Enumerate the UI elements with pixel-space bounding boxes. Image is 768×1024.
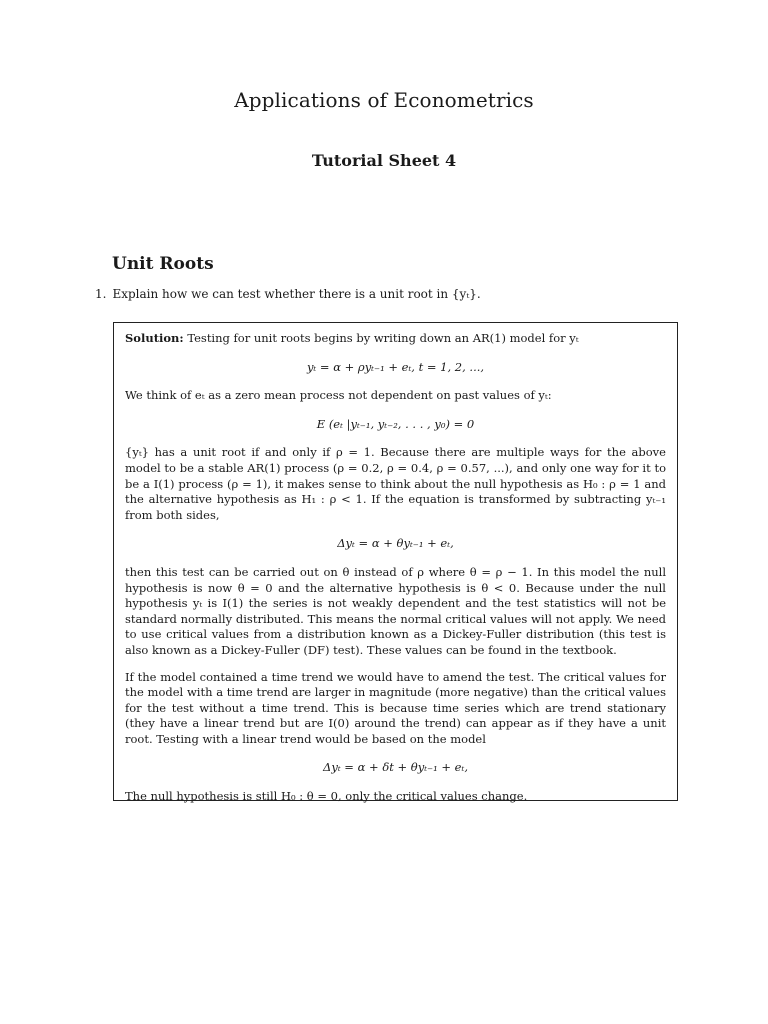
section-heading: Unit Roots — [112, 254, 214, 274]
solution-paragraph-1: We think of eₜ as a zero mean process not dependent on past values of yₜ: — [125, 388, 552, 403]
solution-paragraph-5: The null hypothesis is still H₀ : θ = 0, only the critical values change. — [125, 789, 528, 804]
solution-box — [113, 322, 678, 804]
solution-label: Solution: — [125, 331, 184, 345]
document-title: Applications of Econometrics — [234, 88, 534, 112]
solution-intro: Testing for unit roots begins by writing down an AR(1) model for yₜ — [187, 331, 579, 345]
equation-difference: Δyₜ = α + θyₜ₋₁ + eₜ, — [337, 536, 454, 551]
solution-paragraph-3: then this test can be carried out on θ instead of ρ where θ = ρ − 1. In this model the null hypothesis is now θ = 0 and the alternative hypothesis is θ < 0. Because under the null hypothesis yₜ is I(1) the series is not weakly dependent and the test statistics will not be standard normally distributed. This means the normal critical values will not apply. We need to use critical values from a distribution known as a Dickey-Fuller distribution (this test is also known as a Dickey-Fuller (DF) test). These values can be found in the textbook. — [125, 564, 666, 657]
solution-paragraph-4: If the model contained a time trend we would have to amend the test. The critical values for the model with a time trend are larger in magnitude (more negative) than the critical values for the test without a time trend. This is because time series which are trend stationary (they have a linear trend but are I(0) around the trend) can appear as if they have a unit root. Testing with a linear trend would be based on the model — [125, 669, 666, 746]
equation-ar1: yₜ = α + ρyₜ₋₁ + eₜ, t = 1, 2, ..., — [306, 359, 485, 374]
document-subtitle: Tutorial Sheet 4 — [311, 151, 457, 170]
solution-intro-paragraph — [125, 331, 666, 347]
equation-expectation: E (eₜ |yₜ₋₁, yₜ₋₂, . . . , y₀) = 0 — [316, 416, 475, 431]
paragraph-gap — [125, 659, 666, 670]
question-1 — [95, 287, 481, 301]
question-text: Explain how we can test whether there is a unit root in {yₜ}. — [112, 287, 481, 301]
question-number: 1. — [95, 287, 107, 301]
solution-paragraph-2: {yₜ} has a unit root if and only if ρ = 1. Because there are multiple ways for the above model to be a stable AR(1) process (ρ = 0.2, ρ = 0.4, ρ = 0.57, ...), and only one way for it to be a I(1) process (ρ = 1), it makes sense to think about the null hypothesis as H₀ : ρ = 1 and the alternative hypothesis as H₁ : ρ < 1. If the equation is transformed by subtracting yₜ₋₁ from both sides, — [125, 445, 666, 522]
equation-trend: Δyₜ = α + δt + θyₜ₋₁ + eₜ, — [323, 760, 468, 775]
